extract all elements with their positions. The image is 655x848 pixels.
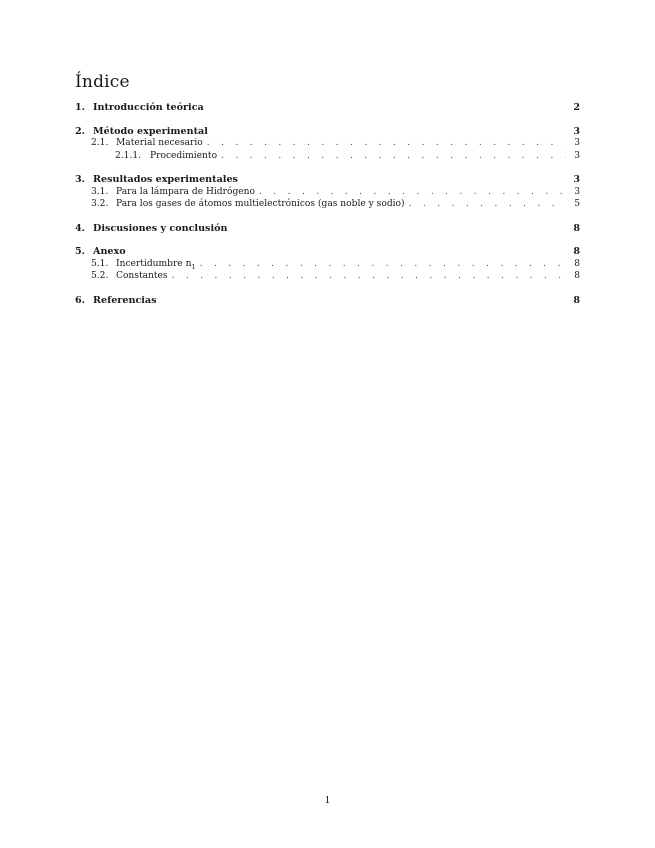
toc-entry-page: 5 [574, 199, 580, 209]
toc-entry-introduccion[interactable] [75, 102, 580, 115]
toc-entry-number: 3.1. [91, 186, 109, 197]
toc-entry-title: Discusiones y conclusión [93, 222, 228, 234]
toc-entry-number: 5.2. [91, 271, 109, 281]
toc-entry-page: 3 [574, 150, 580, 161]
toc-entry-anexo[interactable] [75, 246, 580, 259]
toc-entry-resultados[interactable] [75, 174, 580, 187]
toc-entry-title-text: Incertidumbre n [116, 258, 192, 269]
toc-entry-number: 2. [75, 125, 86, 137]
toc-entry-number: 6. [75, 294, 86, 306]
toc-entry-title: Referencias [93, 294, 157, 306]
toc-entry-title: Anexo [93, 246, 126, 257]
toc-entry-constantes[interactable] [75, 271, 580, 284]
toc-entry-referencias[interactable] [75, 295, 580, 308]
toc-entry-page: 8 [574, 271, 580, 281]
toc-entry-title: Para los gases de átomos multielectrónicos (gas noble y sodio) [116, 199, 405, 209]
toc-entry-gases-multielectronicos[interactable] [75, 199, 580, 212]
toc-entry-title: Procedimiento [150, 150, 218, 161]
toc-entry-page: 8 [573, 294, 580, 306]
toc-entry-number: 1. [75, 102, 86, 113]
toc-entry-page: 3 [574, 186, 580, 197]
toc-dot-leader [207, 138, 566, 148]
toc-entry-metodo[interactable] [75, 126, 580, 139]
toc-entry-title [116, 259, 200, 271]
toc-entry-page: 2 [573, 102, 580, 113]
toc-entry-number: 5. [75, 246, 86, 257]
toc-entry-number: 2.1. [91, 138, 109, 148]
toc-entry-title: Introducción teórica [93, 102, 204, 113]
toc-entry-page: 8 [573, 222, 580, 234]
toc-entry-page: 8 [573, 246, 580, 257]
toc-entry-title: Resultados experimentales [93, 174, 238, 185]
toc-entry-title: Constantes [116, 271, 168, 281]
toc-dot-leader [172, 271, 566, 281]
toc-dot-leader [409, 199, 566, 209]
toc-entry-page: 8 [574, 258, 580, 269]
toc-entry-title: Para la lámpara de Hidrógeno [116, 186, 255, 197]
toc-entry-discusiones[interactable] [75, 223, 580, 236]
toc-entry-procedimiento[interactable] [75, 151, 580, 164]
toc-entry-title: Material necesario [116, 138, 203, 148]
toc-entry-number: 2.1.1. [115, 150, 142, 161]
toc-entry-number: 3. [75, 174, 86, 185]
table-of-contents [75, 102, 580, 307]
toc-entry-hidrogeno[interactable] [75, 187, 580, 200]
toc-entry-page: 3 [574, 138, 580, 148]
toc-entry-page: 3 [573, 125, 580, 137]
toc-entry-number: 5.1. [91, 258, 109, 269]
toc-entry-material[interactable] [75, 138, 580, 151]
toc-entry-page: 3 [573, 174, 580, 185]
page-number: 1 [324, 795, 331, 806]
toc-entry-number: 3.2. [91, 199, 109, 209]
toc-dot-leader [221, 151, 566, 161]
toc-entry-title-subscript: 1 [191, 262, 196, 271]
toc-entry-title: Método experimental [93, 125, 208, 137]
toc-heading: Índice [75, 72, 130, 92]
toc-dot-leader [200, 259, 566, 269]
toc-dot-leader [259, 187, 566, 197]
toc-entry-incertidumbre[interactable] [75, 259, 580, 272]
toc-entry-number: 4. [75, 222, 86, 234]
